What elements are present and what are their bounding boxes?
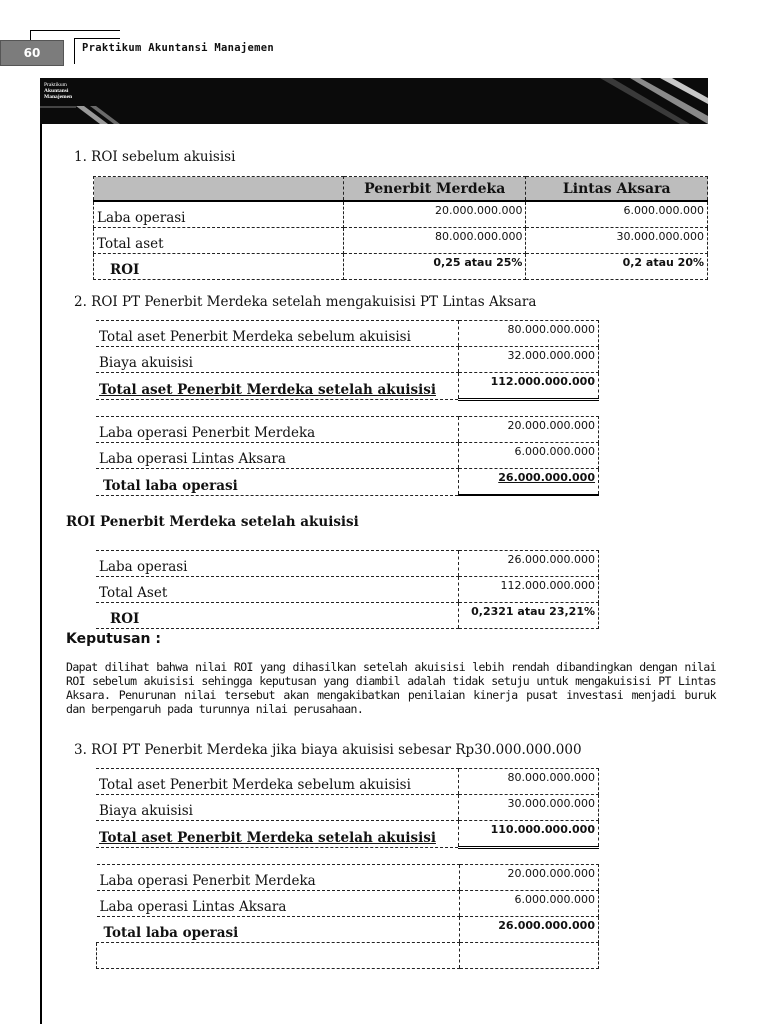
row-label: Total laba operasi <box>96 469 459 496</box>
roi-before-table <box>93 176 708 280</box>
cell-value: 26.000.000.000 <box>459 917 599 943</box>
decision-paragraph: Dapat dilihat bahwa nilai ROI yang dihasilkan setelah akuisisi lebih rendah dibandingkan dengan nilai ROI sebelum akuisisi sehingga keputusan yang diambil adalah tidak setuju untuk mengakuisisi PT Lintas Aksara. Penurunan nilai tersebut akan mengakibatkan penilaian kinerja pusat investasi menjadi buruk dan berpengaruh pada turunnya nilai perusahaan. <box>66 660 716 716</box>
row-label: Total laba operasi <box>97 917 460 943</box>
cell-value: 20.000.000.000 <box>459 865 599 891</box>
banner-label-line: Akuntansi <box>44 88 69 94</box>
table-header-blank <box>94 177 344 202</box>
margin-rule <box>40 124 42 1024</box>
cell-value: 80.000.000.000 <box>459 769 599 795</box>
cell-value: 112.000.000.000 <box>459 373 599 400</box>
section3-profit-table <box>96 864 599 969</box>
running-title: Praktikum Akuntansi Manajemen <box>82 42 275 54</box>
row-label: Laba operasi Penerbit Merdeka <box>96 417 459 443</box>
banner-graphic <box>40 78 708 124</box>
cell-value: 6.000.000.000 <box>459 891 599 917</box>
chapter-banner <box>40 78 708 124</box>
cell-value: 30.000.000.000 <box>459 795 599 821</box>
cell-value: 30.000.000.000 <box>526 228 708 254</box>
cell-value: 0,2321 atau 23,21% <box>459 603 599 629</box>
header-frame-line <box>30 30 120 31</box>
row-label: ROI <box>94 254 344 280</box>
cell-value: 6.000.000.000 <box>459 443 599 469</box>
banner-label-line: Praktikum <box>44 82 67 88</box>
header-frame-line <box>74 38 120 39</box>
row-label: Total aset Penerbit Merdeka sebelum akuisisi <box>96 321 459 347</box>
page-number: 60 <box>0 40 64 66</box>
row-label: ROI <box>96 603 459 629</box>
row-label: Laba operasi Penerbit Merdeka <box>97 865 460 891</box>
row-label: Laba operasi <box>94 201 344 228</box>
row-label: Total aset Penerbit Merdeka setelah akuisisi <box>96 821 459 848</box>
banner-label-line: Manajemen <box>44 94 73 100</box>
row-label: Total aset <box>94 228 344 254</box>
table-header: Lintas Aksara <box>526 177 708 202</box>
cell-value: 80.000.000.000 <box>343 228 526 254</box>
row-label: Biaya akuisisi <box>96 795 459 821</box>
empty-row-cell <box>97 943 460 969</box>
section3-assets-table <box>96 768 599 849</box>
banner-label <box>44 82 72 100</box>
empty-row-cell <box>459 943 599 969</box>
cell-value: 80.000.000.000 <box>459 321 599 347</box>
cell-value: 32.000.000.000 <box>459 347 599 373</box>
section1-heading: 1. ROI sebelum akuisisi <box>74 149 236 165</box>
cell-value: 6.000.000.000 <box>526 201 708 228</box>
header-frame-line <box>74 38 75 64</box>
row-label: Total Aset <box>96 577 459 603</box>
row-label: Total aset Penerbit Merdeka sebelum akuisisi <box>96 769 459 795</box>
cell-value: 20.000.000.000 <box>459 417 599 443</box>
table-header: Penerbit Merdeka <box>343 177 526 202</box>
section3-heading: 3. ROI PT Penerbit Merdeka jika biaya akuisisi sebesar Rp30.000.000.000 <box>74 742 582 758</box>
cell-value: 112.000.000.000 <box>459 577 599 603</box>
cell-value: 110.000.000.000 <box>459 821 599 848</box>
cell-value: 26.000.000.000 <box>459 551 599 577</box>
section2-assets-table <box>96 320 599 401</box>
decision-title: Keputusan : <box>66 631 161 647</box>
roi-after-heading: ROI Penerbit Merdeka setelah akuisisi <box>66 514 359 530</box>
row-label: Laba operasi Lintas Aksara <box>96 443 459 469</box>
row-label: Total aset Penerbit Merdeka setelah akuisisi <box>96 373 459 400</box>
roi-after-table <box>96 550 599 629</box>
cell-value: 0,2 atau 20% <box>526 254 708 280</box>
row-label: Biaya akuisisi <box>96 347 459 373</box>
section2-heading: 2. ROI PT Penerbit Merdeka setelah mengakuisisi PT Lintas Aksara <box>74 294 537 310</box>
section2-profit-table <box>96 416 599 496</box>
cell-value: 20.000.000.000 <box>343 201 526 228</box>
row-label: Laba operasi <box>96 551 459 577</box>
cell-value: 0,25 atau 25% <box>343 254 526 280</box>
cell-value: 26.000.000.000 <box>459 469 599 496</box>
row-label: Laba operasi Lintas Aksara <box>97 891 460 917</box>
